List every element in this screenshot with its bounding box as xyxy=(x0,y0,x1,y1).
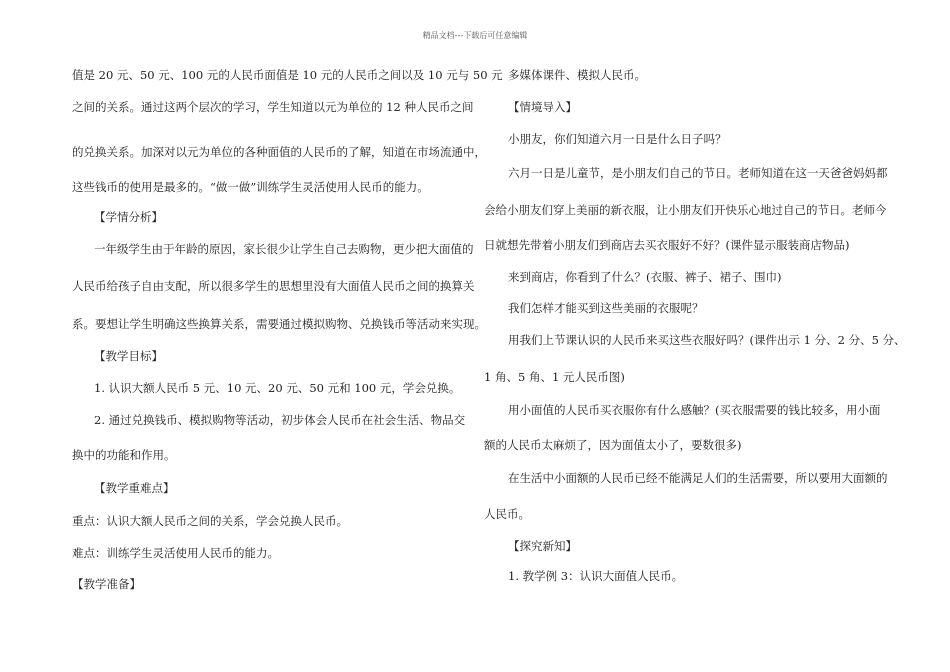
text-line: 一年级学生由于年龄的原因，家长很少让学生自己去购物，更少把大面值的 xyxy=(94,242,474,256)
section-heading: 【教学准备】 xyxy=(72,577,141,591)
section-heading: 【教学重难点】 xyxy=(94,481,175,495)
text-line: 的兑换关系。加深对以元为单位的各种面值的人民币的了解，知道在市场流通中， xyxy=(72,145,486,159)
text-line: 之间的关系。通过这两个层次的学习，学生知道以元为单位的 12 种人民币之间 xyxy=(72,100,474,114)
text-line: 1. 认识大额人民币 5 元、10 元、20 元、50 元和 100 元，学会兑换。 xyxy=(94,381,461,395)
text-line: 多媒体课件、模拟人民币。 xyxy=(508,68,646,82)
text-line: 人民币。 xyxy=(484,507,530,521)
text-line: 换中的功能和作用。 xyxy=(72,448,176,462)
text-line: 重点：认识大额人民币之间的关系，学会兑换人民币。 xyxy=(72,514,348,528)
section-heading: 【教学目标】 xyxy=(94,349,163,363)
text-line: 值是 20 元、50 元、100 元的人民币面值是 10 元的人民币之间以及 10 元与 50 元 xyxy=(72,68,503,82)
text-line: 难点：训练学生灵活使用人民币的能力。 xyxy=(72,546,279,560)
text-line: 2. 通过兑换钱币、模拟购物等活动，初步体会人民币在社会生活、物品交 xyxy=(94,413,466,427)
section-heading: 【情境导入】 xyxy=(508,100,577,114)
text-line: 1 角、5 角、1 元人民币图) xyxy=(484,370,625,384)
text-line: 人民币给孩子自由支配，所以很多学生的思想里没有大面值人民币之间的换算关 xyxy=(72,279,475,293)
text-line: 会给小朋友们穿上美丽的新衣服，让小朋友们开快乐心地过自己的节日。老师今 xyxy=(484,203,887,217)
text-line: 这些钱币的使用是最多的。“做一做”训练学生灵活使用人民币的能力。 xyxy=(72,180,429,194)
text-line: 额的人民币太麻烦了，因为面值太小了，要数很多) xyxy=(484,438,742,452)
text-line: 在生活中小面额的人民币已经不能满足人们的生活需要，所以要用大面额的 xyxy=(508,471,888,485)
page-header: 精品文档---下载后可任意编辑 xyxy=(422,31,528,40)
text-line: 系。要想让学生明确这些换算关系，需要通过模拟购物、兑换钱币等活动来实现。 xyxy=(72,317,486,331)
text-line: 1. 教学例 3：认识大面值人民币。 xyxy=(508,569,684,583)
text-line: 来到商店，你看到了什么？(衣服、裤子、裙子、围巾) xyxy=(508,270,782,284)
text-line: 我们怎样才能买到这些美丽的衣服呢？ xyxy=(508,301,704,315)
text-line: 用小面值的人民币买衣服你有什么感触？(买衣服需要的钱比较多，用小面 xyxy=(508,403,881,417)
text-line: 日就想先带着小朋友们到商店去买衣服好不好？(课件显示服装商店物品) xyxy=(484,238,850,252)
section-heading: 【学情分析】 xyxy=(94,210,163,224)
text-line: 用我们上节课认识的人民币来买这些衣服好吗？(课件出示 1 分、2 分、5 分、 xyxy=(508,333,906,347)
section-heading: 【探究新知】 xyxy=(508,539,577,553)
text-line: 小朋友，你们知道六月一日是什么日子吗？ xyxy=(508,132,727,146)
text-line: 六月一日是儿童节，是小朋友们自己的节日。老师知道在这一天爸爸妈妈都 xyxy=(508,166,888,180)
